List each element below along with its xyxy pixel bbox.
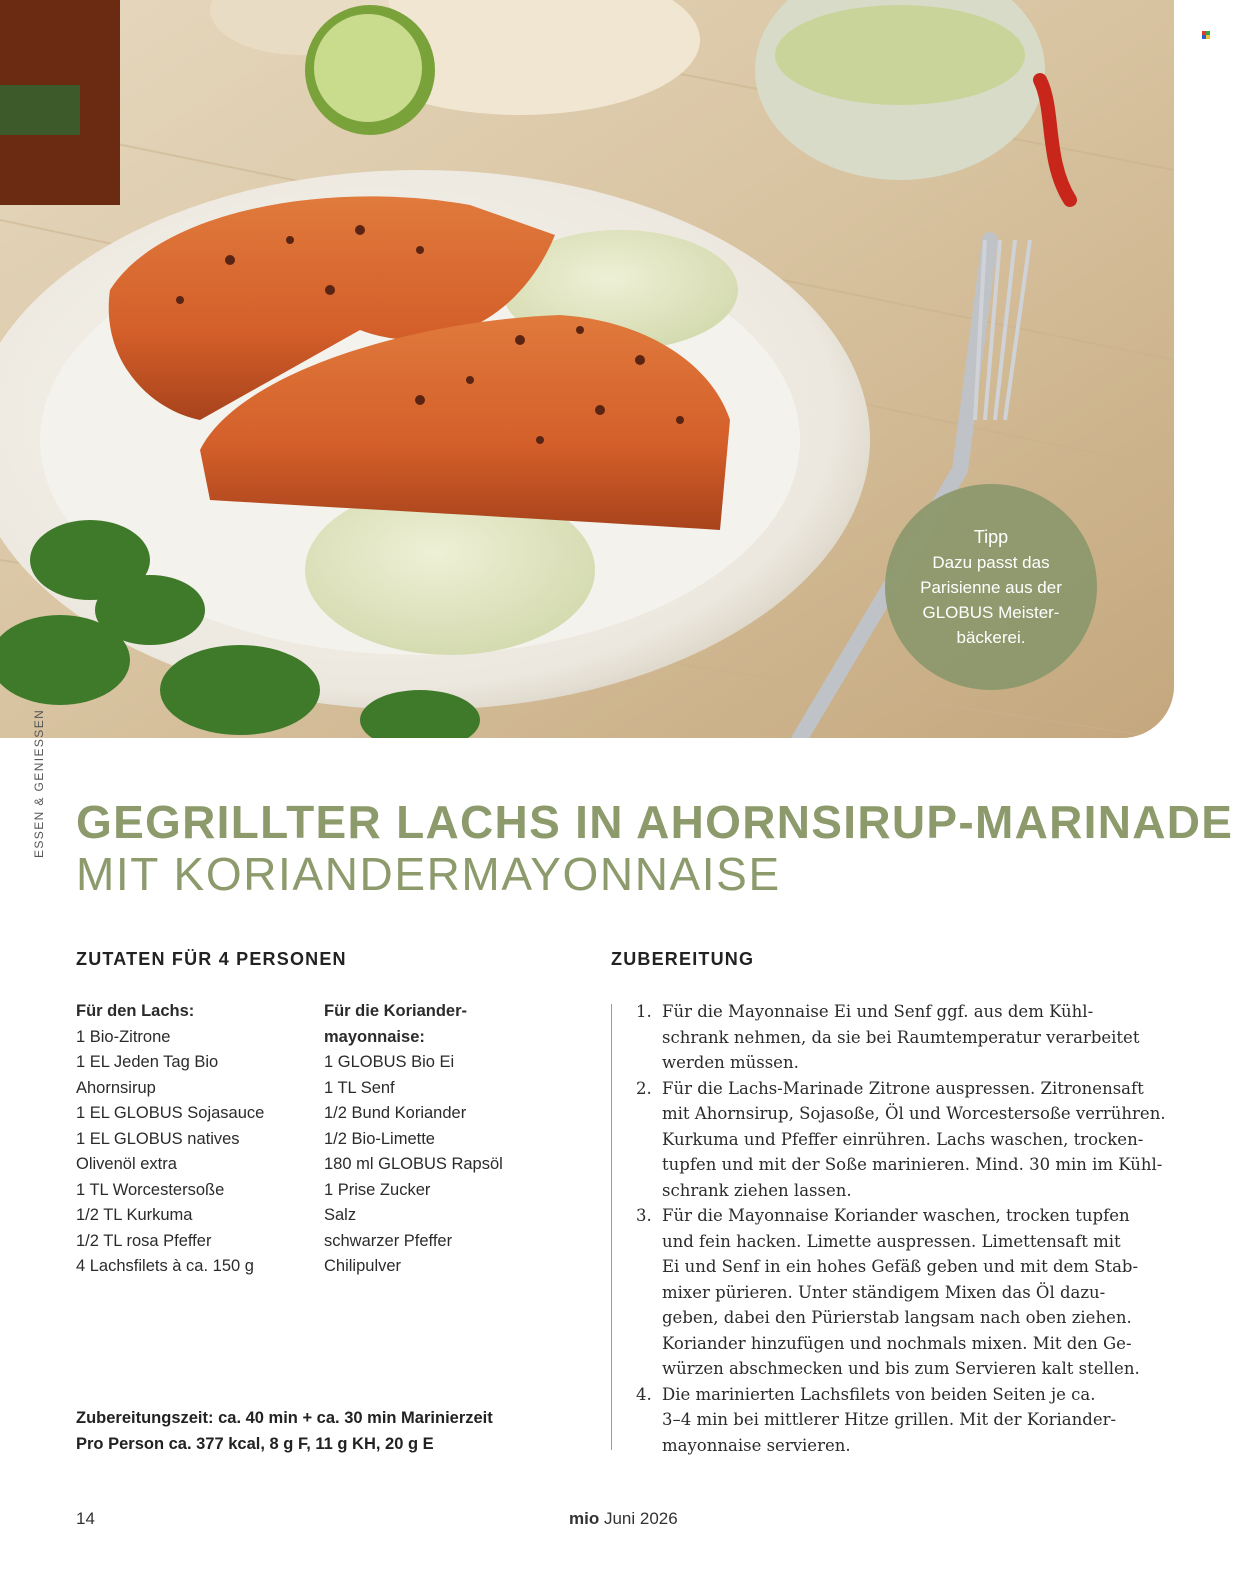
step-line: 3–4 min bei mittlerer Hitze grillen. Mit der Koriander-: [662, 1410, 1117, 1429]
ingredient-item: Ahornsirup: [76, 1078, 156, 1097]
page-number: 14: [76, 1509, 95, 1528]
ingredient-item: 1 GLOBUS Bio Ei: [324, 1053, 455, 1071]
step-item: [636, 1076, 1196, 1204]
prep-time: Zubereitungszeit: ca. 40 min + ca. 30 min Marinierzeit: [76, 1409, 493, 1427]
magazine-footer: [569, 1509, 678, 1529]
step-line: tupfen und mit der Soße marinieren. Mind. 30 min im Kühl-: [662, 1155, 1163, 1174]
preparation-heading: ZUBEREITUNG: [611, 949, 755, 969]
step-line: schrank ziehen lassen.: [662, 1180, 852, 1200]
ingredient-item: 1 Bio-Zitrone: [76, 1027, 171, 1046]
ingredient-item: Salz: [324, 1206, 357, 1224]
ingredient-item: 1 EL GLOBUS Sojasauce: [76, 1104, 265, 1122]
column-divider: [611, 1004, 612, 1450]
tip-line: Parisienne aus der: [920, 577, 1062, 597]
ingredient-item: 1/2 Bund Koriander: [324, 1104, 467, 1122]
step-item: [636, 1203, 1196, 1382]
ingredient-group-heading: mayonnaise:: [324, 1027, 425, 1046]
step-number: 4.: [636, 1384, 652, 1404]
step-number: 1.: [636, 1002, 652, 1021]
step-line: mixer pürieren. Unter ständigem Mixen das Öl dazu-: [662, 1282, 1106, 1302]
step-line: Die marinierten Lachsfilets von beiden Seiten je ca.: [662, 1384, 1096, 1404]
ingredient-item: schwarzer Pfeffer: [324, 1231, 453, 1250]
tip-bubble: [885, 484, 1097, 690]
magazine-name: mio: [569, 1509, 600, 1528]
ingredient-group-heading: Für den Lachs:: [76, 1002, 195, 1020]
step-line: Ei und Senf in ein hohes Gefäß geben und mit dem Stab-: [662, 1257, 1139, 1276]
tip-title: Tipp: [973, 526, 1009, 547]
ingredient-item: 4 Lachsfilets à ca. 150 g: [76, 1257, 254, 1275]
recipe-subtitle: MIT KORIANDERMAYONNAISE: [76, 848, 781, 900]
ingredient-item: 1 EL Jeden Tag Bio: [76, 1053, 219, 1071]
ingredients-mayo: [324, 999, 503, 1280]
step-line: schrank nehmen, da sie bei Raumtemperatur verarbeitet: [662, 1027, 1140, 1047]
ingredient-item: 1 EL GLOBUS natives: [76, 1129, 240, 1148]
ingredient-group-heading: Für die Koriander-: [324, 1002, 468, 1020]
ingredient-item: 1/2 TL rosa Pfeffer: [76, 1231, 212, 1250]
step-line: Für die Mayonnaise Ei und Senf ggf. aus dem Kühl-: [662, 1002, 1094, 1021]
ingredient-item: 1 TL Worcestersoße: [76, 1180, 225, 1199]
step-line: und fein hacken. Limette auspressen. Limettensaft mit: [662, 1231, 1121, 1251]
tip-line: GLOBUS Meister-: [922, 602, 1060, 622]
step-line: Koriander hinzufügen und nochmals mixen. Mit den Ge-: [662, 1333, 1132, 1353]
preparation-steps: [636, 999, 1196, 1458]
step-line: mayonnaise servieren.: [662, 1435, 851, 1455]
step-line: werden müssen.: [662, 1053, 799, 1072]
step-line: Für die Lachs-Marinade Zitrone auspressen. Zitronensaft: [662, 1078, 1144, 1098]
section-label: ESSEN & GENIESSEN: [32, 708, 46, 858]
ingredient-item: 180 ml GLOBUS Rapsöl: [324, 1155, 503, 1173]
step-line: würzen abschmecken und bis zum Servieren kalt stellen.: [662, 1359, 1140, 1378]
step-line: Für die Mayonnaise Koriander waschen, trocken tupfen: [662, 1206, 1130, 1225]
step-line: mit Ahornsirup, Sojasoße, Öl und Worcestersoße verrühren.: [662, 1104, 1166, 1123]
ingredient-item: Chilipulver: [324, 1257, 402, 1275]
recipe-title: GEGRILLTER LACHS IN AHORNSIRUP-MARINADE: [76, 796, 1234, 848]
ingredients-salmon: [76, 999, 264, 1280]
step-number: 3.: [636, 1206, 652, 1225]
ingredient-item: 1 TL Senf: [324, 1078, 395, 1097]
step-item: [636, 999, 1196, 1076]
tip-line: bäckerei.: [956, 627, 1026, 647]
color-mark-icon: [1202, 31, 1210, 39]
ingredients-heading: ZUTATEN FÜR 4 PERSONEN: [76, 949, 347, 969]
step-line: Kurkuma und Pfeffer einrühren. Lachs waschen, trocken-: [662, 1129, 1144, 1149]
ingredient-item: 1/2 TL Kurkuma: [76, 1206, 193, 1224]
issue-date: Juni 2026: [603, 1509, 678, 1528]
step-line: geben, dabei den Pürierstab langsam nach oben ziehen.: [662, 1308, 1132, 1327]
ingredient-item: 1/2 Bio-Limette: [324, 1129, 435, 1148]
tip-line: Dazu passt das: [932, 552, 1050, 572]
ingredient-item: 1 Prise Zucker: [324, 1180, 431, 1199]
recipe-meta: [76, 1406, 493, 1457]
nutrition-info: Pro Person ca. 377 kcal, 8 g F, 11 g KH, 20 g E: [76, 1434, 434, 1453]
ingredient-item: Olivenöl extra: [76, 1155, 177, 1173]
step-number: 2.: [636, 1078, 652, 1098]
step-item: [636, 1382, 1196, 1459]
